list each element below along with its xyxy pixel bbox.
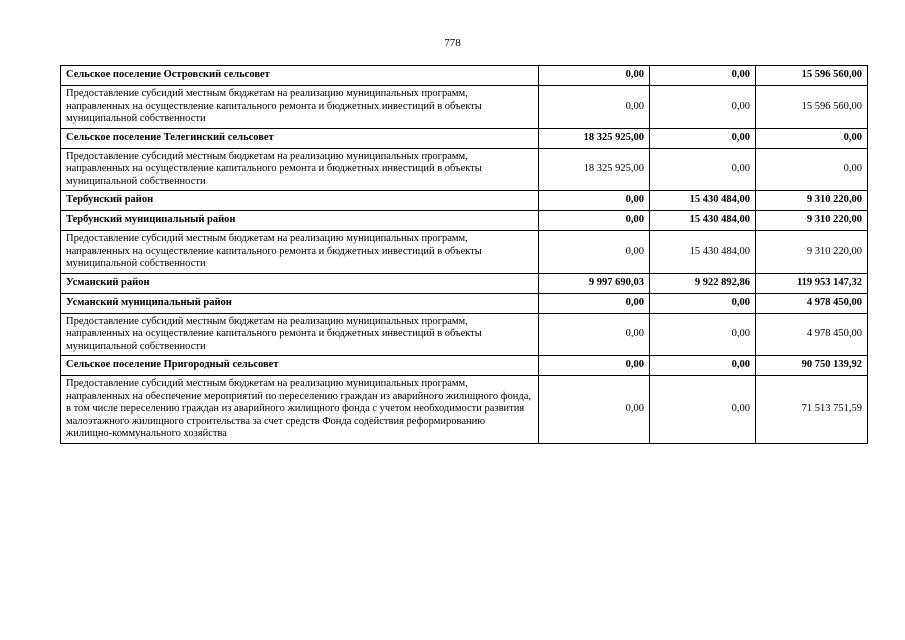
table-row <box>61 191 868 211</box>
page-number: 778 <box>444 37 461 49</box>
row-value-2: 0,00 <box>650 148 756 191</box>
row-value-2: 15 430 484,00 <box>650 231 756 274</box>
row-value-1: 0,00 <box>539 231 650 274</box>
table-row <box>61 313 868 356</box>
row-name: Сельское поселение Пригородный сельсовет <box>61 356 539 376</box>
budget-table-body <box>61 66 868 444</box>
row-value-1: 18 325 925,00 <box>539 148 650 191</box>
row-value-2: 0,00 <box>650 313 756 356</box>
row-name: Тербунский муниципальный район <box>61 211 539 231</box>
budget-table <box>60 65 868 444</box>
row-value-3: 9 310 220,00 <box>756 231 868 274</box>
row-name: Предоставление субсидий местным бюджетам на реализацию муниципальных программ, направленных на осуществление капитального ремонта и бюджетных инвестиций в объекты муниципальной собственности <box>61 148 539 191</box>
row-name: Усманский муниципальный район <box>61 293 539 313</box>
row-value-1: 18 325 925,00 <box>539 128 650 148</box>
table-row <box>61 231 868 274</box>
row-value-2: 0,00 <box>650 293 756 313</box>
row-value-3: 119 953 147,32 <box>756 273 868 293</box>
row-value-3: 0,00 <box>756 128 868 148</box>
row-name: Сельское поселение Телегинский сельсовет <box>61 128 539 148</box>
row-value-1: 0,00 <box>539 376 650 444</box>
row-value-3: 9 310 220,00 <box>756 211 868 231</box>
row-value-1: 0,00 <box>539 66 650 86</box>
row-value-3: 9 310 220,00 <box>756 191 868 211</box>
row-value-2: 15 430 484,00 <box>650 191 756 211</box>
table-row <box>61 293 868 313</box>
row-name: Предоставление субсидий местным бюджетам на реализацию муниципальных программ, направленных на осуществление капитального ремонта и бюджетных инвестиций в объекты муниципальной собственности <box>61 313 539 356</box>
row-name: Предоставление субсидий местным бюджетам на реализацию муниципальных программ, направленных на осуществление капитального ремонта и бюджетных инвестиций в объекты муниципальной собственности <box>61 231 539 274</box>
row-value-1: 0,00 <box>539 191 650 211</box>
row-value-3: 90 750 139,92 <box>756 356 868 376</box>
row-value-3: 4 978 450,00 <box>756 313 868 356</box>
row-value-1: 0,00 <box>539 356 650 376</box>
row-value-2: 0,00 <box>650 376 756 444</box>
table-row <box>61 66 868 86</box>
table-row <box>61 148 868 191</box>
row-value-3: 71 513 751,59 <box>756 376 868 444</box>
row-value-1: 9 997 690,03 <box>539 273 650 293</box>
row-value-2: 9 922 892,86 <box>650 273 756 293</box>
table-row <box>61 128 868 148</box>
row-value-1: 0,00 <box>539 293 650 313</box>
table-row <box>61 211 868 231</box>
row-value-2: 0,00 <box>650 356 756 376</box>
row-value-3: 15 596 560,00 <box>756 86 868 129</box>
row-value-2: 15 430 484,00 <box>650 211 756 231</box>
row-value-2: 0,00 <box>650 128 756 148</box>
row-value-2: 0,00 <box>650 66 756 86</box>
row-value-3: 4 978 450,00 <box>756 293 868 313</box>
row-name: Сельское поселение Островский сельсовет <box>61 66 539 86</box>
row-value-1: 0,00 <box>539 313 650 356</box>
row-name: Усманский район <box>61 273 539 293</box>
row-name: Тербунский район <box>61 191 539 211</box>
table-row <box>61 273 868 293</box>
row-value-1: 0,00 <box>539 211 650 231</box>
row-name: Предоставление субсидий местным бюджетам на реализацию муниципальных программ, направленных на обеспечение мероприятий по переселению граждан из аварийного жилищного фонда, в том числе переселению граждан из аварийного жилищного фонда с учетом необходимости развития малоэтажного жилищного строительства за счет средств Фонда содействия реформированию жилищно-коммунального хозяйства <box>61 376 539 444</box>
row-value-3: 15 596 560,00 <box>756 66 868 86</box>
row-value-3: 0,00 <box>756 148 868 191</box>
table-row <box>61 86 868 129</box>
table-row <box>61 376 868 444</box>
table-row <box>61 356 868 376</box>
row-name: Предоставление субсидий местным бюджетам на реализацию муниципальных программ, направленных на осуществление капитального ремонта и бюджетных инвестиций в объекты муниципальной собственности <box>61 86 539 129</box>
row-value-2: 0,00 <box>650 86 756 129</box>
row-value-1: 0,00 <box>539 86 650 129</box>
